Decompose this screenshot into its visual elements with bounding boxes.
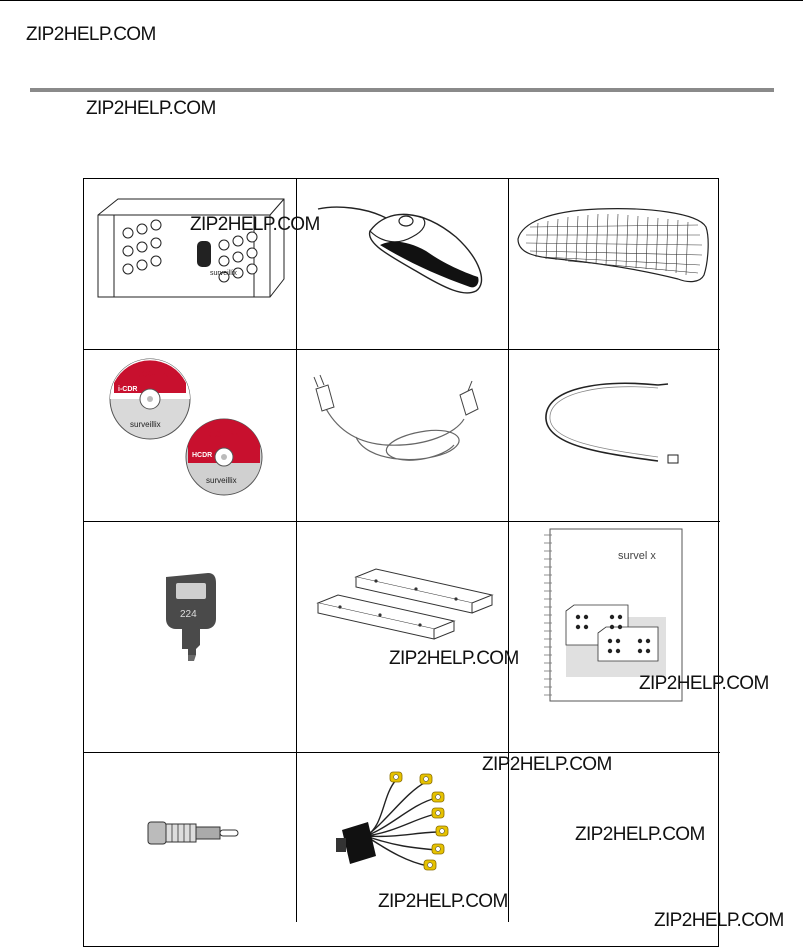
manual-icon bbox=[508, 521, 720, 752]
item-cell-brackets bbox=[296, 521, 508, 752]
watermark-text: ZIP2HELP.COM bbox=[639, 673, 769, 694]
power-cord-icon bbox=[296, 349, 508, 521]
item-cell-cable bbox=[508, 349, 720, 521]
cd-disc-2 bbox=[186, 419, 262, 495]
item-cell-manual bbox=[508, 521, 720, 752]
cd-brand-label: TOSHIBA bbox=[204, 430, 240, 439]
item-cell-bnc-adapter bbox=[84, 752, 296, 922]
cd-product-label: surveillix bbox=[206, 476, 237, 485]
cd-product-label: surveillix bbox=[130, 420, 161, 429]
watermark-text: ZIP2HELP.COM bbox=[482, 754, 612, 775]
manual-title: survel x bbox=[618, 550, 656, 562]
item-cell-cds bbox=[84, 349, 296, 521]
watermark-text: ZIP2HELP.COM bbox=[86, 98, 216, 119]
watermark-text: ZIP2HELP.COM bbox=[26, 24, 156, 45]
cd-brand-label: TOSHIBA bbox=[132, 369, 173, 379]
watermark-text: ZIP2HELP.COM bbox=[190, 214, 320, 235]
dvr-unit-icon bbox=[84, 179, 296, 349]
mouse-icon bbox=[296, 179, 508, 349]
rack-mount-brackets-icon bbox=[296, 521, 508, 752]
dvr-brand-label: surveillix bbox=[210, 270, 237, 277]
section-rule bbox=[30, 88, 774, 92]
item-cell-dvr bbox=[84, 179, 296, 349]
watermark-text: ZIP2HELP.COM bbox=[575, 824, 705, 845]
watermark-text: ZIP2HELP.COM bbox=[389, 648, 519, 669]
item-cell-keyboard bbox=[508, 179, 720, 349]
item-cell-power-cord bbox=[296, 349, 508, 521]
cd-title-label: i-CDR bbox=[118, 386, 138, 393]
item-cell-mouse bbox=[296, 179, 508, 349]
item-cell-key bbox=[84, 521, 296, 752]
watermark-text: ZIP2HELP.COM bbox=[378, 891, 508, 912]
key-code-label: 224 bbox=[180, 609, 197, 620]
bnc-rca-adapter-icon bbox=[84, 752, 296, 922]
keyboard-icon bbox=[508, 179, 720, 349]
cd-title-label: HCDR bbox=[192, 452, 213, 459]
watermark-text: ZIP2HELP.COM bbox=[654, 910, 784, 931]
top-border bbox=[0, 0, 803, 1]
key-icon bbox=[84, 521, 296, 752]
software-cd-icon bbox=[84, 349, 296, 521]
cable-icon bbox=[508, 349, 720, 521]
cd-disc-1 bbox=[110, 359, 190, 439]
